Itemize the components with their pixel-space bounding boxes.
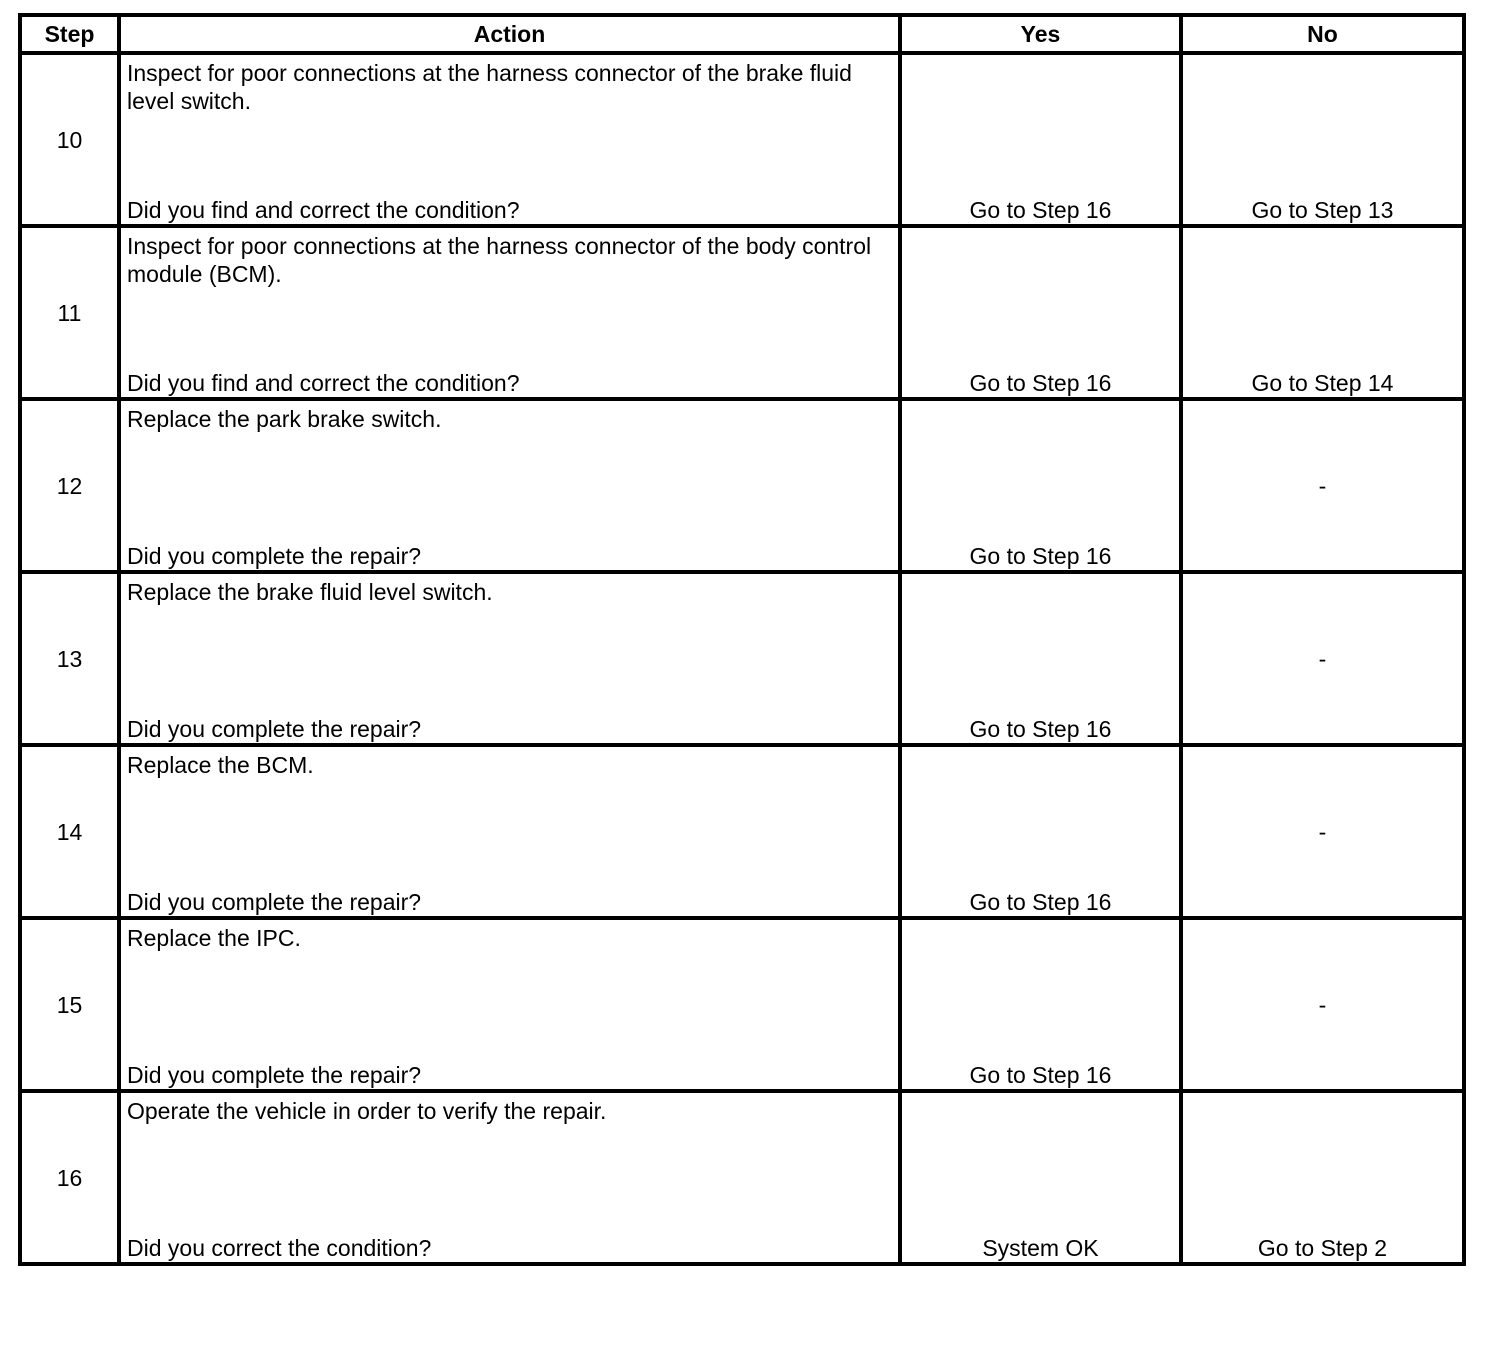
step-number: 16 [20,1091,119,1264]
action-instruction: Operate the vehicle in order to verify the repair. [127,1098,607,1124]
action-cell [119,1091,900,1264]
action-question: Did you complete the repair? [127,543,422,569]
no-result: - [1318,991,1327,1018]
table-header [20,15,1464,53]
action-cell [119,53,900,226]
action-cell [119,399,900,572]
yes-cell [900,399,1181,572]
table-row [20,572,1464,745]
table-body [20,53,1464,1264]
no-cell [1181,918,1464,1091]
header-yes: Yes [900,15,1181,53]
action-instruction: Replace the brake fluid level switch. [127,579,493,605]
action-question: Did you find and correct the condition? [127,370,520,396]
step-number: 12 [20,399,119,572]
header-step: Step [20,15,119,53]
no-cell [1181,1091,1464,1264]
action-question: Did you find and correct the condition? [127,197,520,223]
no-cell [1181,399,1464,572]
yes-result: Go to Step 16 [969,197,1112,223]
action-cell [119,918,900,1091]
header-row [20,15,1464,53]
no-result: Go to Step 13 [1251,197,1394,223]
header-action: Action [119,15,900,53]
no-result: - [1318,645,1327,672]
table-row [20,1091,1464,1264]
action-question: Did you complete the repair? [127,889,422,915]
yes-cell [900,745,1181,918]
action-question: Did you correct the condition? [127,1235,432,1261]
action-cell [119,745,900,918]
yes-cell [900,918,1181,1091]
no-result: - [1318,472,1327,499]
no-cell [1181,53,1464,226]
yes-cell [900,226,1181,399]
action-instruction: Inspect for poor connections at the harness connector of the body control module (BCM). [127,233,872,287]
action-cell [119,226,900,399]
table-row [20,53,1464,226]
table-row [20,226,1464,399]
no-cell [1181,226,1464,399]
no-result: - [1318,818,1327,845]
yes-result: Go to Step 16 [969,543,1112,569]
yes-result: System OK [982,1235,1099,1261]
table-row [20,399,1464,572]
yes-cell [900,572,1181,745]
yes-result: Go to Step 16 [969,370,1112,396]
no-result: Go to Step 14 [1251,370,1394,396]
no-cell [1181,572,1464,745]
yes-result: Go to Step 16 [969,1062,1112,1088]
step-number: 14 [20,745,119,918]
step-number: 13 [20,572,119,745]
step-number: 15 [20,918,119,1091]
header-no: No [1181,15,1464,53]
table-row [20,918,1464,1091]
no-cell [1181,745,1464,918]
action-instruction: Replace the park brake switch. [127,406,442,432]
step-number: 10 [20,53,119,226]
action-instruction: Replace the IPC. [127,925,301,951]
diagnostic-table [18,13,1466,1266]
action-cell [119,572,900,745]
no-result: Go to Step 2 [1257,1235,1388,1261]
yes-result: Go to Step 16 [969,889,1112,915]
table-row [20,745,1464,918]
yes-cell [900,53,1181,226]
yes-result: Go to Step 16 [969,716,1112,742]
action-question: Did you complete the repair? [127,1062,422,1088]
action-instruction: Inspect for poor connections at the harness connector of the brake fluid level switch. [127,60,852,114]
step-number: 11 [20,226,119,399]
action-instruction: Replace the BCM. [127,752,314,778]
action-question: Did you complete the repair? [127,716,422,742]
yes-cell [900,1091,1181,1264]
